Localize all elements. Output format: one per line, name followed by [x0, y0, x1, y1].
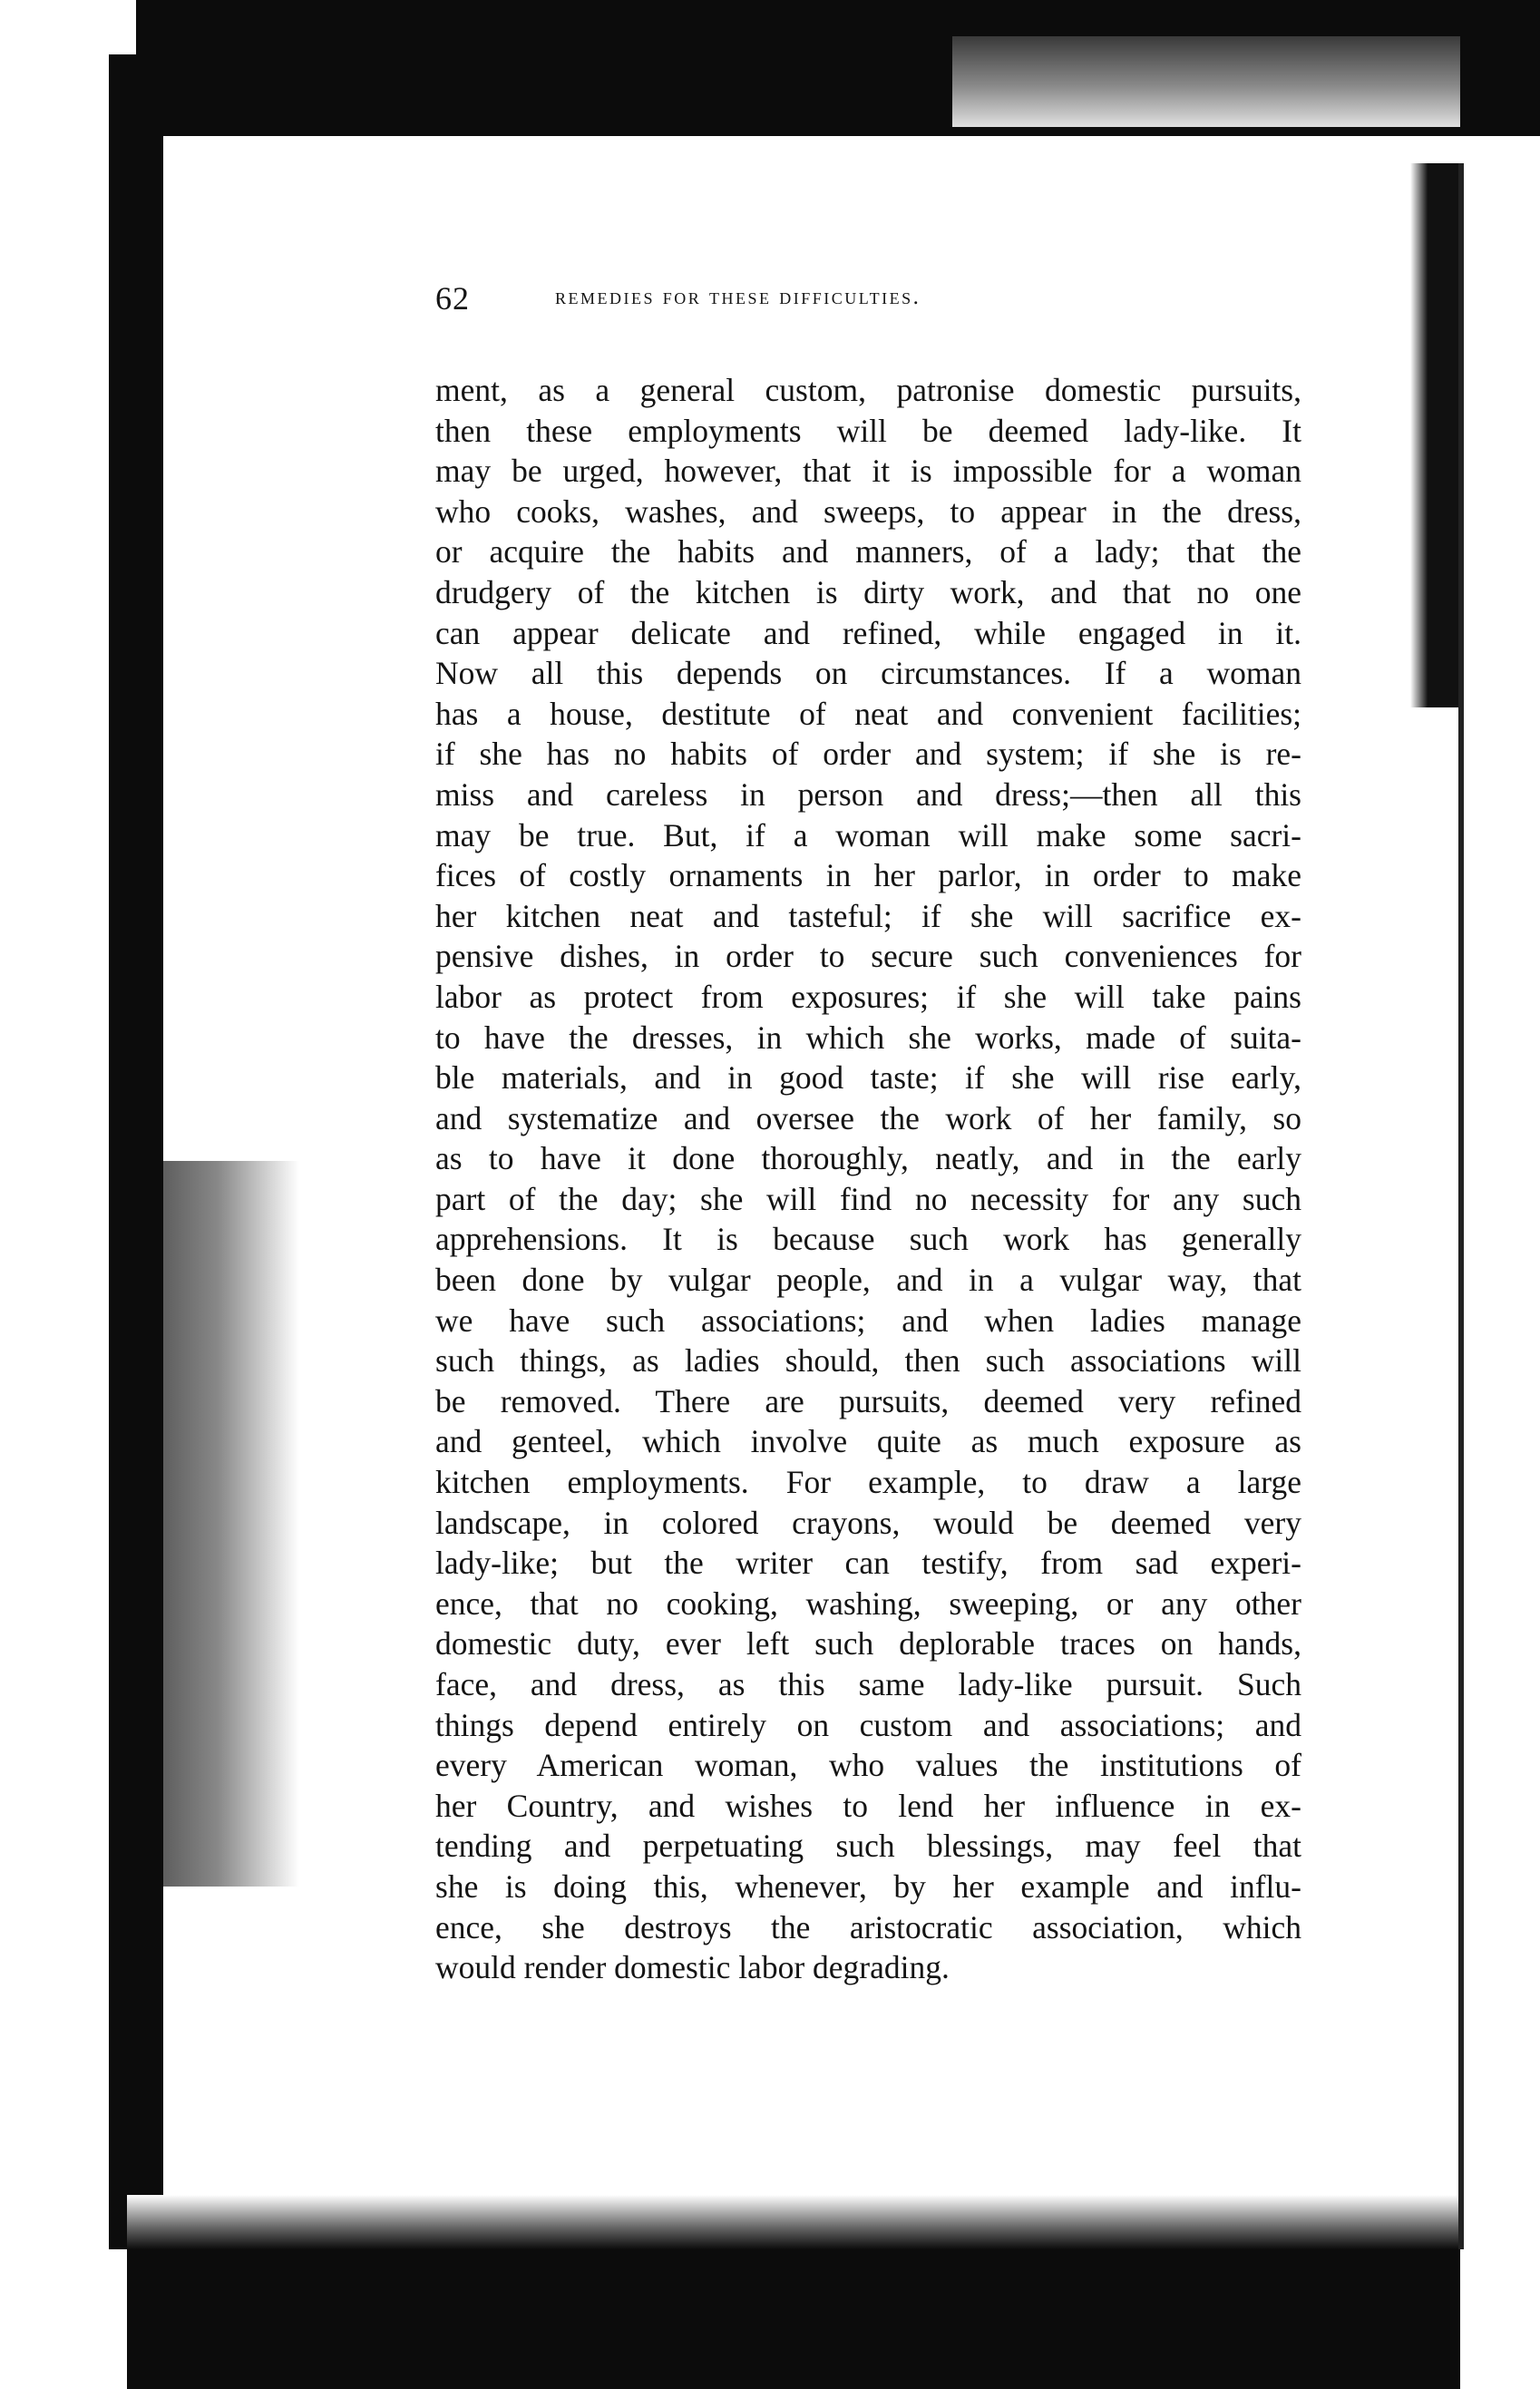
- text-line: would render domestic labor degrading.: [435, 1949, 950, 1986]
- text-line: ment, as a general custom, patronise domestic pursuits,: [435, 372, 1301, 408]
- text-line: domestic duty, ever left such deplorable traces on hands,: [435, 1625, 1301, 1663]
- text-line: has a house, destitute of neat and convenient facilities;: [435, 695, 1301, 732]
- text-line: tending and perpetuating such blessings, may feel that: [435, 1828, 1301, 1865]
- text-line: part of the day; she will find no necessity for any such: [435, 1180, 1301, 1217]
- text-line: drudgery of the kitchen is dirty work, and that no one: [435, 573, 1301, 610]
- text-line: be removed. There are pursuits, deemed very refined: [435, 1382, 1301, 1419]
- text-line: miss and careless in person and dress;—then all this: [435, 775, 1301, 813]
- text-line: apprehensions. It is because such work has generally: [435, 1221, 1301, 1258]
- text-line: may be true. But, if a woman will make some sacri-: [435, 816, 1301, 853]
- text-line: ence, that no cooking, washing, sweeping, or any other: [435, 1585, 1301, 1622]
- text-line: and systematize and oversee the work of her family, so: [435, 1099, 1301, 1136]
- body-text: [435, 370, 1301, 1988]
- text-line: if she has no habits of order and system; if she is re-: [435, 736, 1301, 773]
- text-line: lady-like; but the writer can testify, from sad experi-: [435, 1545, 1301, 1582]
- text-line: as to have it done thoroughly, neatly, and in the early: [435, 1140, 1301, 1177]
- text-line: who cooks, washes, and sweeps, to appear in the dress,: [435, 492, 1301, 530]
- text-line: then these employments will be deemed lady-like. It: [435, 412, 1301, 449]
- text-line: ence, she destroys the aristocratic association, which: [435, 1908, 1301, 1945]
- text-line: every American woman, who values the institutions of: [435, 1747, 1301, 1784]
- page-content: [254, 279, 1301, 1988]
- text-line: her kitchen neat and tasteful; if she will sacrifice ex-: [435, 897, 1301, 934]
- text-line: and genteel, which involve quite as much exposure as: [435, 1423, 1301, 1460]
- running-head: [254, 279, 1301, 328]
- text-line: or acquire the habits and manners, of a lady; that the: [435, 533, 1301, 570]
- text-line: been done by vulgar people, and in a vulgar way, that: [435, 1262, 1301, 1299]
- text-line: face, and dress, as this same lady-like pursuit. Such: [435, 1666, 1301, 1702]
- text-line: kitchen employments. For example, to draw a large: [435, 1464, 1301, 1501]
- text-line: pensive dishes, in order to secure such conveniences for: [435, 938, 1301, 975]
- text-line: Now all this depends on circumstances. If a woman: [435, 655, 1301, 692]
- text-line: landscape, in colored crayons, would be deemed very: [435, 1504, 1301, 1541]
- text-line: she is doing this, whenever, by her example and influ-: [435, 1867, 1301, 1905]
- scan-shadow-right-edge: [1458, 163, 1464, 2249]
- text-line: can appear delicate and refined, while engaged in it.: [435, 614, 1301, 651]
- scan-shadow-right: [1410, 163, 1460, 707]
- text-line: labor as protect from exposures; if she will take pains: [435, 978, 1301, 1015]
- scan-shadow-bottom-fade: [127, 2195, 1460, 2249]
- page-number: 62: [435, 280, 470, 317]
- scan-shadow-top-fade: [952, 36, 1460, 127]
- text-line: to have the dresses, in which she works, made of suita-: [435, 1019, 1301, 1056]
- text-line: ble materials, and in good taste; if she will rise early,: [435, 1059, 1301, 1097]
- text-line: we have such associations; and when ladies manage: [435, 1302, 1301, 1339]
- scan-shadow-left: [109, 54, 163, 2249]
- text-line: her Country, and wishes to lend her influence in ex-: [435, 1787, 1301, 1824]
- running-title: remedies for these difficulties.: [555, 285, 921, 309]
- text-line: things depend entirely on custom and associations; and: [435, 1706, 1301, 1743]
- text-line: fices of costly ornaments in her parlor, in order to make: [435, 857, 1301, 894]
- text-line: such things, as ladies should, then such associations will: [435, 1342, 1301, 1380]
- text-line: may be urged, however, that it is impossible for a woman: [435, 453, 1301, 490]
